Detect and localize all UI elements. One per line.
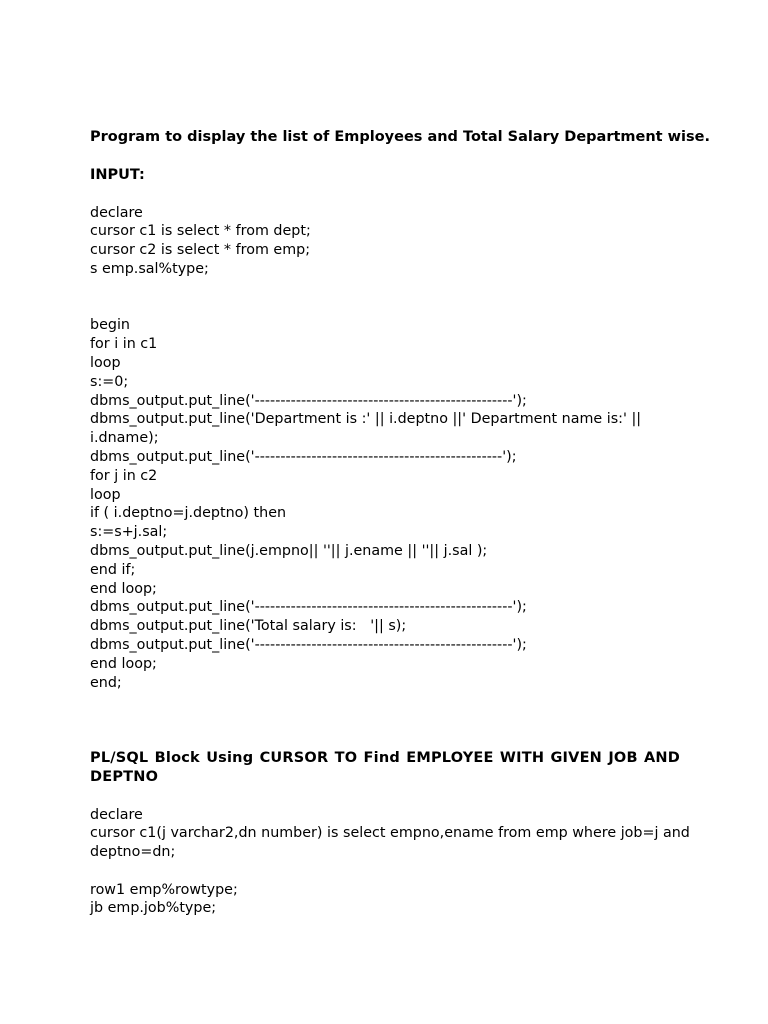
spacer xyxy=(90,185,680,204)
section1-declare-block xyxy=(90,204,680,279)
spacer xyxy=(90,147,680,166)
code-line: declare xyxy=(90,204,143,221)
code-line: dbms_output.put_line('--------------------------------------------------'); xyxy=(90,636,527,653)
spacer xyxy=(90,279,680,317)
spacer xyxy=(90,692,680,748)
code-line: s:=0; xyxy=(90,373,129,390)
code-line: end loop; xyxy=(90,580,157,597)
code-line: cursor c1(j varchar2,dn number) is select empno,ename from emp where job=j and xyxy=(90,825,690,842)
section2-declare-block xyxy=(90,806,690,862)
code-line: dbms_output.put_line('--------------------------------------------------'); xyxy=(90,392,527,409)
code-line: deptno=dn; xyxy=(90,844,176,861)
code-line: dbms_output.put_line('Department is :' || i.deptno ||' Department name is:' || xyxy=(90,411,642,428)
code-line: dbms_output.put_line(j.empno|| ''|| j.ename || ''|| j.sal ); xyxy=(90,542,488,559)
code-line: dbms_output.put_line('--------------------------------------------------'); xyxy=(90,599,527,616)
section2-title: PL/SQL Block Using CURSOR TO Find EMPLOYEE WITH GIVEN JOB AND DEPTNO xyxy=(90,749,680,785)
code-line: for i in c1 xyxy=(90,336,158,353)
code-line: dbms_output.put_line('Total salary is: '|| s); xyxy=(90,618,407,635)
section1-title: Program to display the list of Employees and Total Salary Department wise. xyxy=(90,129,710,145)
section1-body-block xyxy=(90,316,680,692)
code-line: s:=s+j.sal; xyxy=(90,524,168,541)
code-line: dbms_output.put_line('------------------------------------------------'); xyxy=(90,448,517,465)
code-line: end loop; xyxy=(90,655,157,672)
code-line: end; xyxy=(90,674,122,691)
code-line: s emp.sal%type; xyxy=(90,260,209,277)
document-page xyxy=(90,128,710,918)
code-line: loop xyxy=(90,486,121,503)
code-line: end if; xyxy=(90,561,136,578)
code-line: cursor c1 is select * from dept; xyxy=(90,223,311,240)
code-line: loop xyxy=(90,354,121,371)
section2-var-block xyxy=(90,881,680,919)
code-line: begin xyxy=(90,317,130,334)
code-line: for j in c2 xyxy=(90,467,158,484)
input-label: INPUT: xyxy=(90,166,145,183)
code-line: jb emp.job%type; xyxy=(90,900,217,917)
code-line: if ( i.deptno=j.deptno) then xyxy=(90,505,287,522)
spacer xyxy=(90,787,680,806)
code-line: row1 emp%rowtype; xyxy=(90,881,238,898)
code-line: cursor c2 is select * from emp; xyxy=(90,242,311,259)
spacer xyxy=(90,862,680,881)
code-line: declare xyxy=(90,806,143,823)
code-line: i.dname); xyxy=(90,430,159,447)
